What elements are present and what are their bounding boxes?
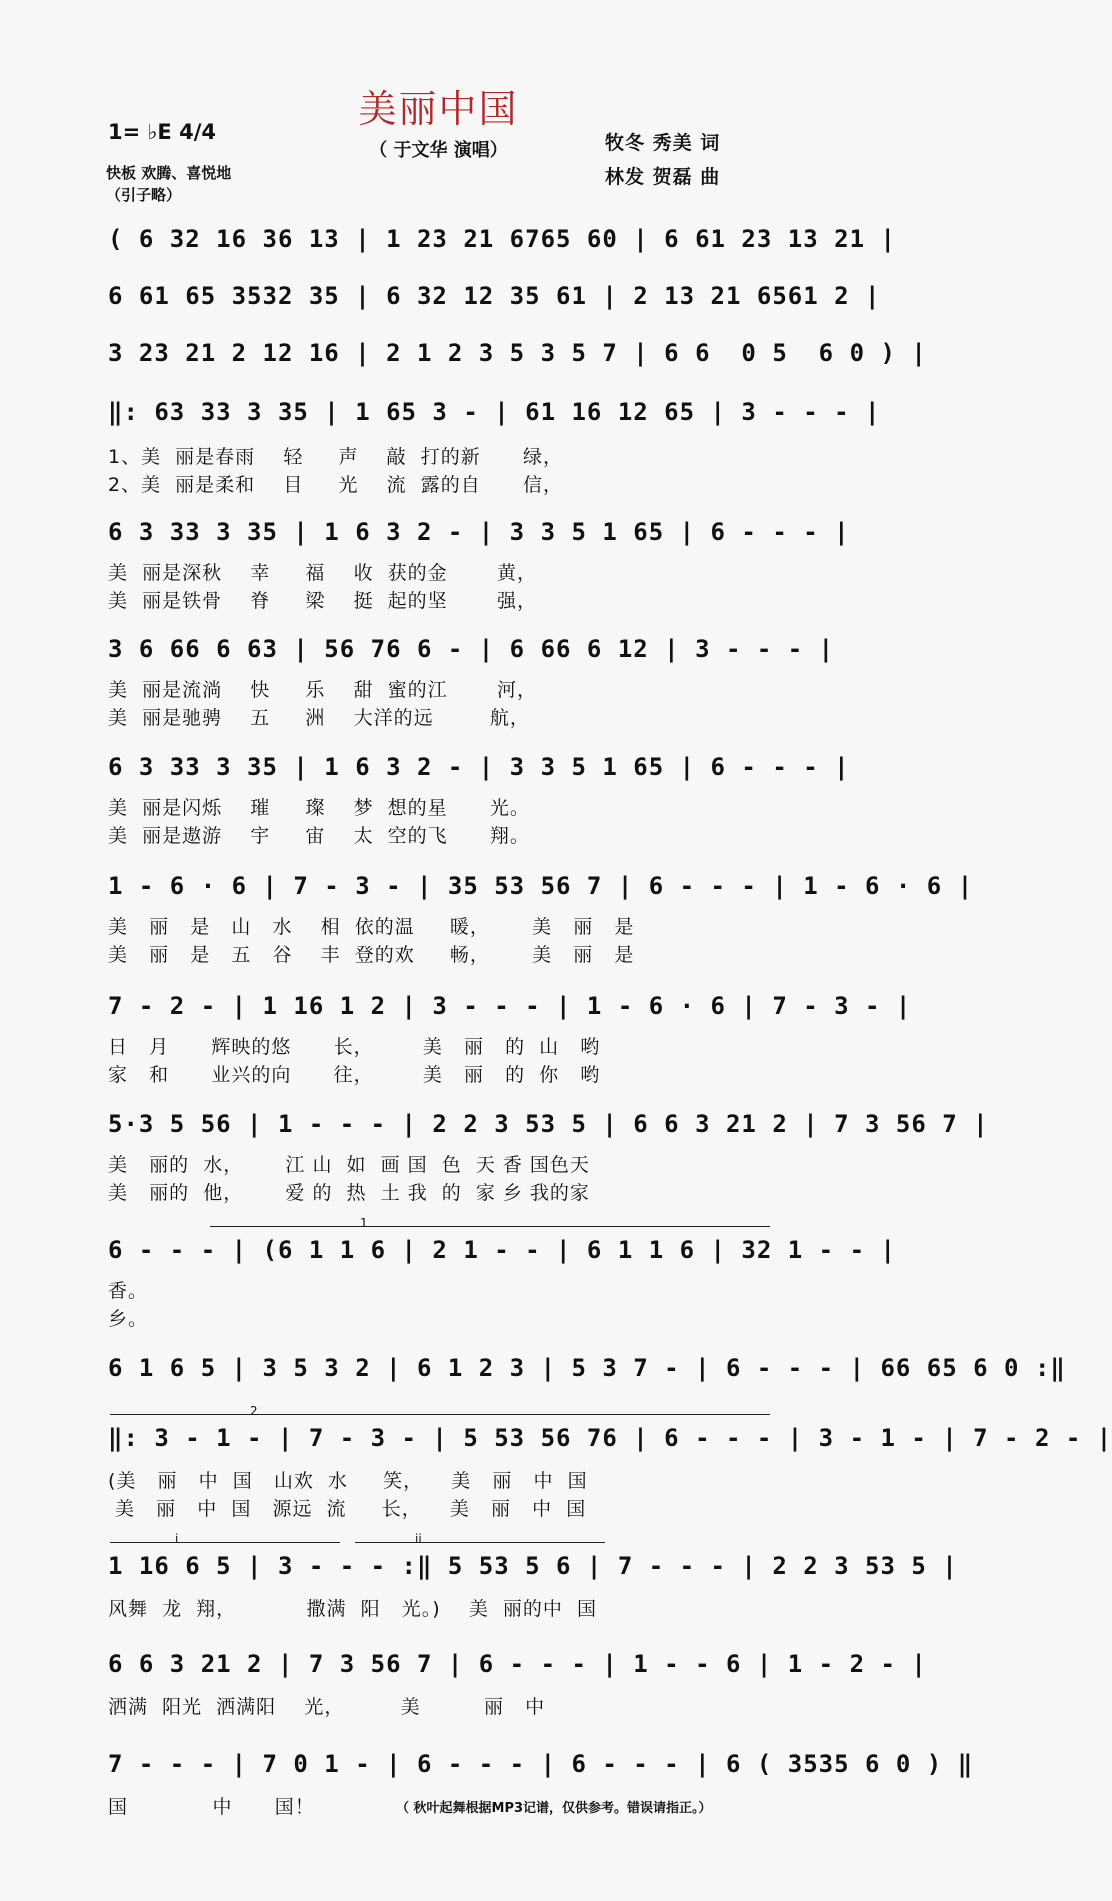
lyric-line: 乡。 (108, 1308, 149, 1330)
notation-row: 7 - - - | 7 0 1 - | 6 - - - | 6 - - - | 6 ( 3535 6 0 ) ‖ (108, 1750, 974, 1778)
notation-row: 6 6 3 21 2 | 7 3 56 7 | 6 - - - | 1 - - 6 | 1 - 2 - | (108, 1650, 927, 1678)
notation-row: 5·3 5 56 | 1 - - - | 2 2 3 53 5 | 6 6 3 21 2 | 7 3 56 7 | (108, 1110, 989, 1138)
lyric-line: 家 和 业兴的向 往， 美 丽 的 你 哟 (108, 1064, 601, 1086)
notation-row: 6 61 65 3532 35 | 6 32 12 35 61 | 2 13 21 6561 2 | (108, 282, 881, 310)
notation-row: 1 - 6 · 6 | 7 - 3 - | 35 53 56 7 | 6 - - - | 1 - 6 · 6 | (108, 872, 974, 900)
lyric-line: 美 丽是深秋 幸 福 收 获的金 黄， (108, 562, 537, 584)
notation-row: 3 6 66 6 63 | 56 76 6 - | 6 66 6 12 | 3 - - - | (108, 635, 835, 663)
volta-label: 2 (250, 1404, 258, 1418)
lyric-line: 美 丽 是 山 水 相 依的温 暖， 美 丽 是 (108, 916, 635, 938)
key-signature: 1= ♭E 4/4 (108, 120, 216, 144)
notation-row: 6 3 33 3 35 | 1 6 3 2 - | 3 3 5 1 65 | 6 - - - | (108, 753, 850, 781)
lyric-line: 美 丽是铁骨 脊 梁 挺 起的坚 强， (108, 590, 537, 612)
lyric-line: 美 丽是遨游 宇 宙 太 空的飞 翔。 (108, 825, 530, 847)
notation-row: 6 - - - | (6 1 1 6 | 2 1 - - | 6 1 1 6 | 32 1 - - | (108, 1236, 896, 1264)
notation-row: ‖: 3 - 1 - | 7 - 3 - | 5 53 56 76 | 6 - - - | 3 - 1 - | 7 - 2 - | (108, 1424, 1112, 1452)
notation-row: 3 23 21 2 12 16 | 2 1 2 3 5 3 5 7 | 6 6 0 5 6 0 ) | (108, 339, 927, 367)
lyric-line: 美 丽的 他， 爱 的 热 土 我 的 家 乡 我的家 (108, 1182, 590, 1204)
intro-note: （引子略） (106, 186, 182, 204)
volta-bracket (355, 1542, 605, 1543)
notation-row: 6 3 33 3 35 | 1 6 3 2 - | 3 3 5 1 65 | 6 - - - | (108, 518, 850, 546)
notation-row: 6 1 6 5 | 3 5 3 2 | 6 1 2 3 | 5 3 7 - | 6 - - - | 66 65 6 0 :‖ (108, 1354, 1066, 1382)
transcription-note: （ 秋叶起舞根据MP3记谱，仅供参考。错误请指正。） (396, 1801, 712, 1816)
notation-row: 1 16 6 5 | 3 - - - :‖ 5 53 5 6 | 7 - - - | 2 2 3 53 5 | (108, 1552, 958, 1580)
song-title: 美丽中国 (358, 87, 519, 131)
lyric-line: 香。 (108, 1280, 149, 1302)
lyric-line: 洒满 阳光 洒满阳 光， 美 丽 中 (108, 1696, 546, 1718)
lyric-line: 日 月 辉映的悠 长， 美 丽 的 山 哟 (108, 1036, 601, 1058)
lyric-line: 美 丽 是 五 谷 丰 登的欢 畅， 美 丽 是 (108, 944, 635, 966)
volta-label: ii (415, 1532, 422, 1546)
volta-label: i (175, 1532, 179, 1546)
composer-credit: 林发 贺磊 曲 (605, 166, 721, 188)
lyric-line: 美 丽 中 国 源远 流 长， 美 丽 中 国 (108, 1498, 587, 1520)
volta-bracket (210, 1226, 770, 1227)
lyric-line: 1、美 丽是春雨 轻 声 敲 打的新 绿， (108, 446, 563, 468)
tempo-marking: 快板 欢腾、喜悦地 (106, 164, 232, 182)
notation-row: ‖: 63 33 3 35 | 1 65 3 - | 61 16 12 65 | 3 - - - | (108, 398, 881, 426)
lyric-line: 风舞 龙 翔， 撒满 阳 光。) 美 丽的中 国 (108, 1598, 597, 1620)
notation-row: ( 6 32 16 36 13 | 1 23 21 6765 60 | 6 61 23 13 21 | (108, 225, 896, 253)
lyric-line: 国 中 国！ (108, 1796, 315, 1818)
lyric-line: 2、美 丽是柔和 目 光 流 露的自 信， (108, 474, 563, 496)
notation-row: 7 - 2 - | 1 16 1 2 | 3 - - - | 1 - 6 · 6 | 7 - 3 - | (108, 992, 912, 1020)
lyric-line: 美 丽是闪烁 璀 璨 梦 想的星 光。 (108, 797, 530, 819)
volta-bracket (110, 1542, 340, 1543)
volta-label: 1 (360, 1216, 368, 1230)
lyric-line: 美 丽是驰骋 五 洲 大洋的远 航， (108, 707, 530, 729)
lyricist-credit: 牧冬 秀美 词 (605, 132, 721, 154)
volta-bracket (110, 1414, 770, 1415)
lyric-line: 美 丽的 水， 江 山 如 画 国 色 天 香 国色天 (108, 1154, 590, 1176)
singer-line: （ 于文华 演唱） (369, 140, 508, 161)
lyric-line: 美 丽是流淌 快 乐 甜 蜜的江 河， (108, 679, 537, 701)
lyric-line: (美 丽 中 国 山欢 水 笑， 美 丽 中 国 (108, 1470, 588, 1492)
